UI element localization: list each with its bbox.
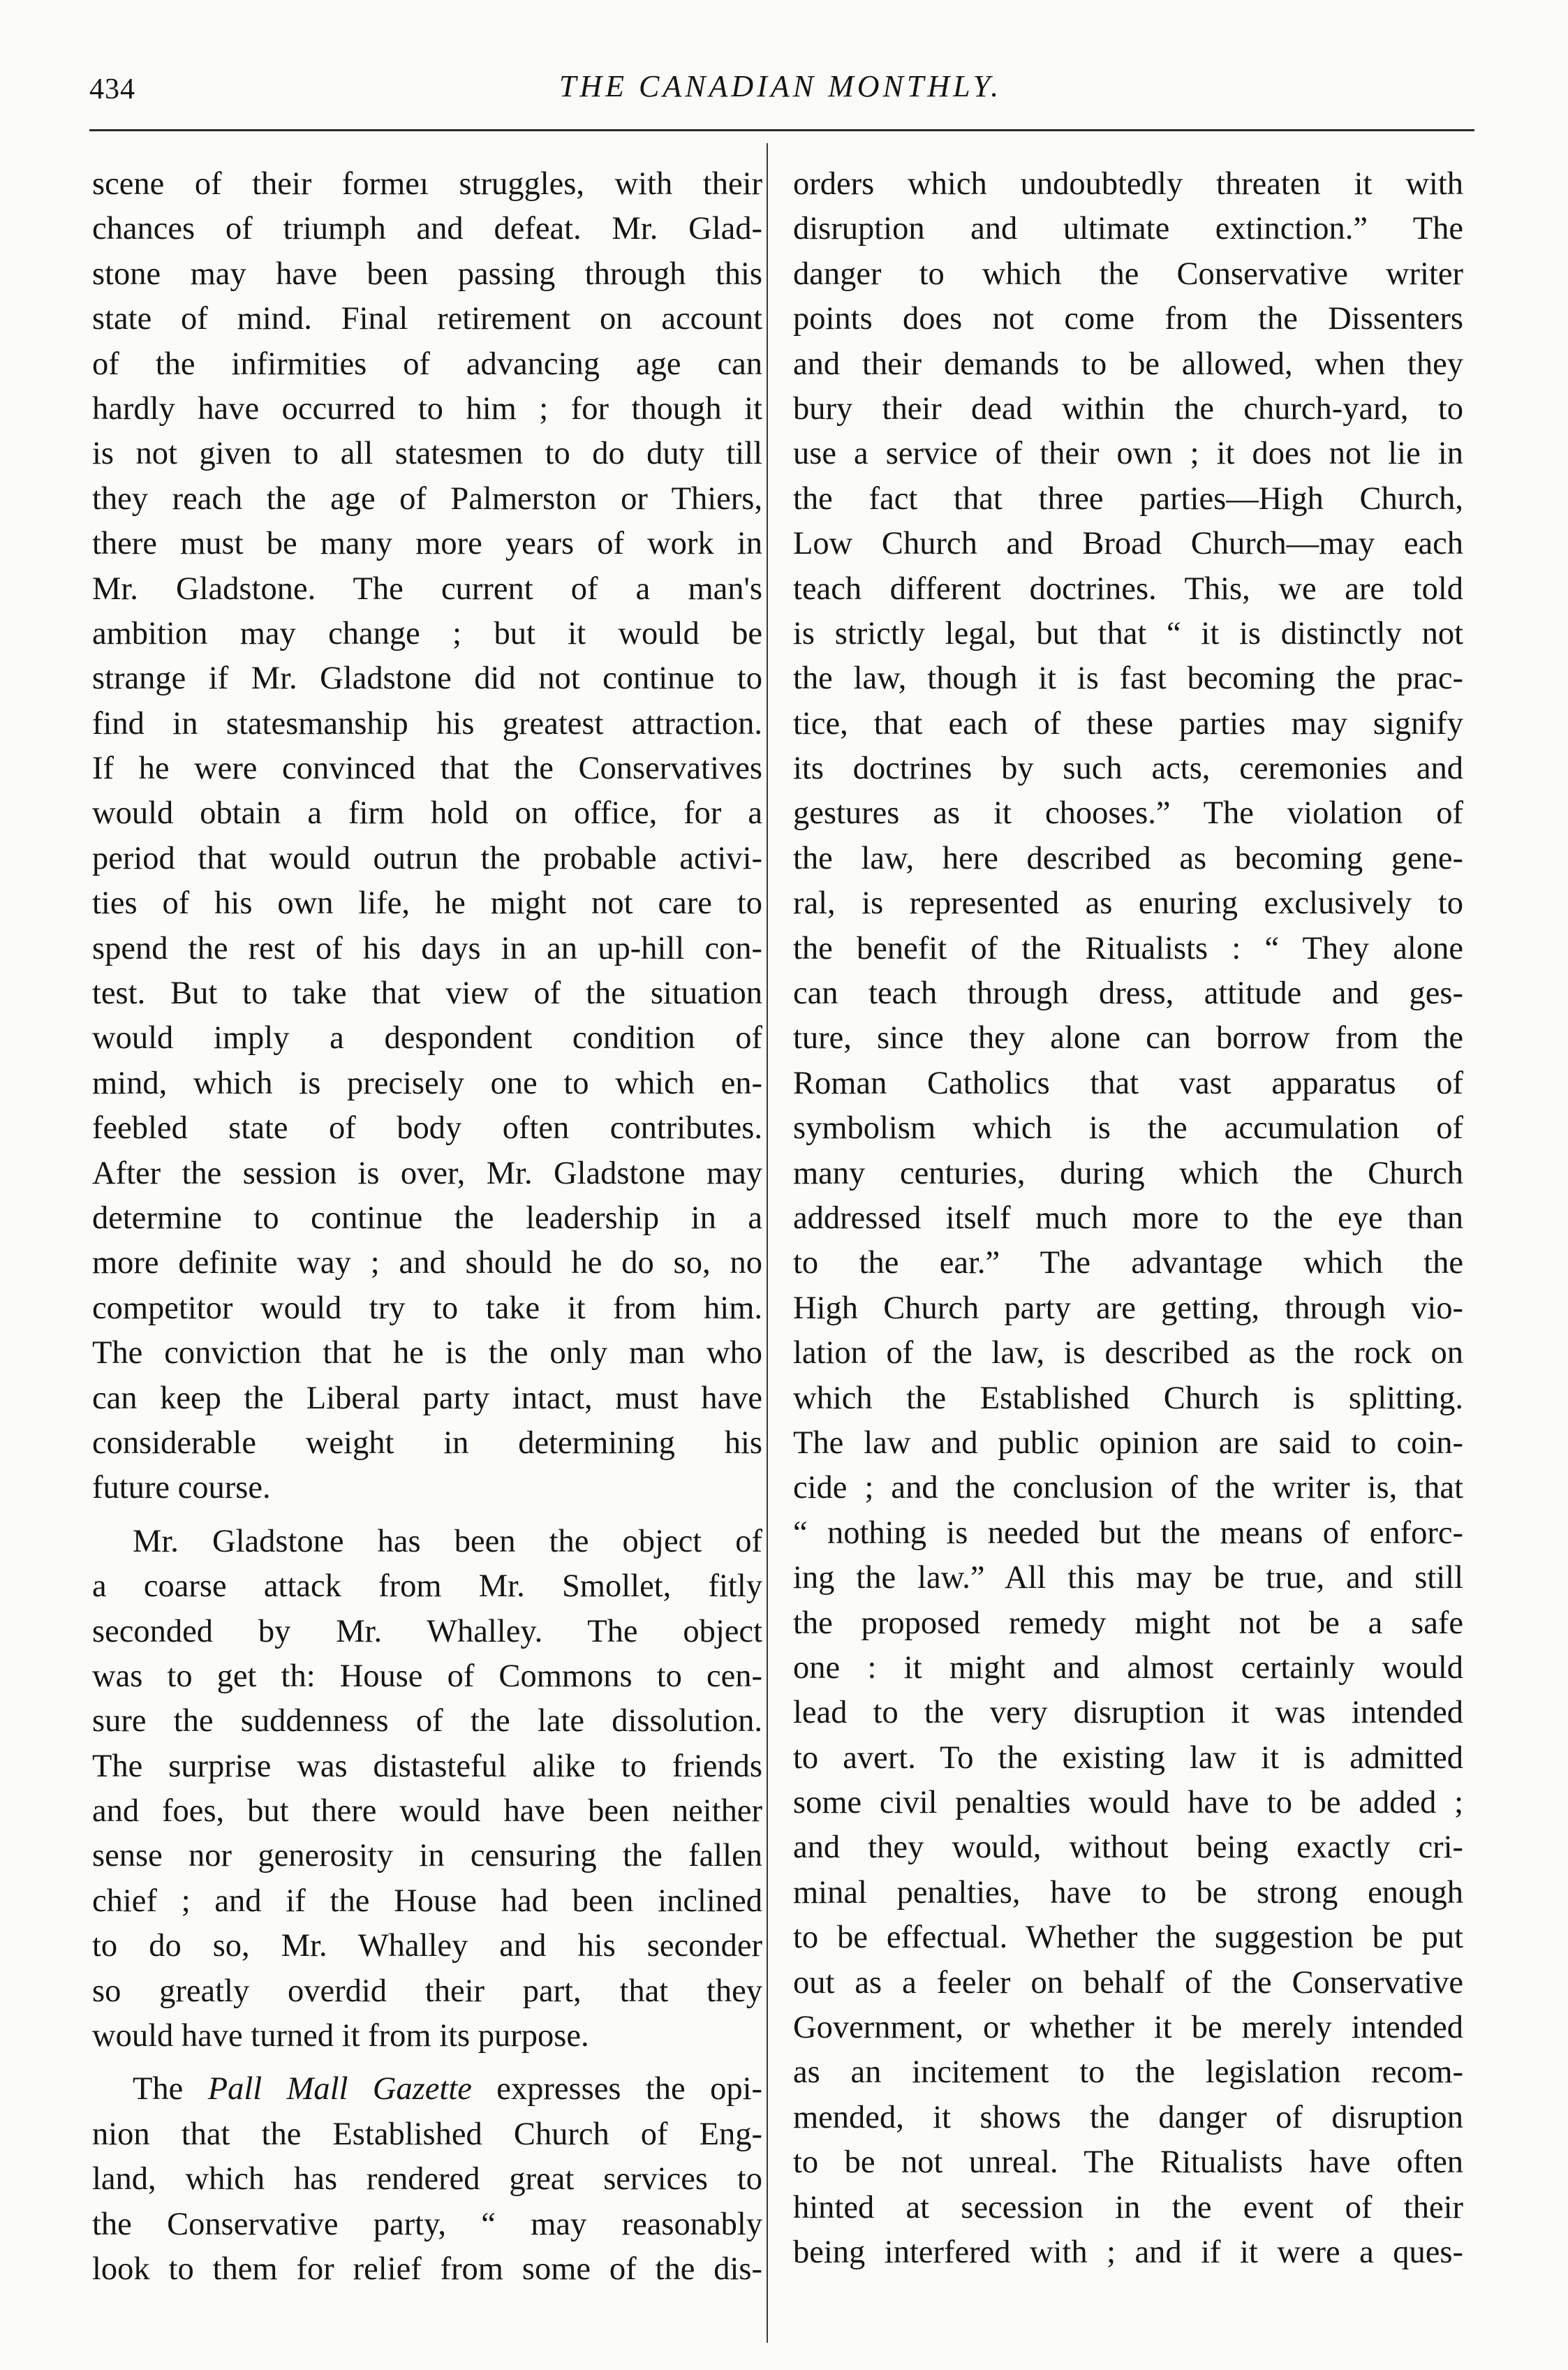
text-line: Government, or whether it be merely intended: [793, 2010, 1463, 2046]
paragraph-smollet-attack: [92, 1519, 762, 2059]
text-line: they reach the age of Palmerston or Thiers,: [92, 480, 762, 517]
text-line: the Conservative party, “ may reasonably: [92, 2206, 762, 2242]
text-line: points does not come from the Dissenters: [793, 301, 1463, 337]
text-line: ral, is represented as enuring exclusively to: [793, 885, 1463, 922]
text-line: look to them for relief from some of the dis-: [92, 2251, 762, 2287]
text-line: would have turned it from its purpose.: [92, 2018, 589, 2054]
page-number: 434: [89, 73, 135, 105]
text-line: would obtain a firm hold on office, for a: [92, 795, 762, 832]
text-line: mind, which is precisely one to which en-: [92, 1065, 762, 1101]
text-line: its doctrines by such acts, ceremonies and: [793, 751, 1463, 787]
text-line: chief ; and if the House had been inclined: [92, 1883, 762, 1919]
text-line: considerable weight in determining his: [92, 1425, 762, 1461]
text-line: the law, though it is fast becoming the prac-: [793, 661, 1463, 697]
text-line: was to get th: House of Commons to cen-: [92, 1658, 762, 1694]
text-line: so greatly overdid their part, that they: [92, 1973, 762, 2009]
text-line: can teach through dress, attitude and ges-: [793, 976, 1463, 1012]
publication-title: Pall Mall Gazette: [207, 2071, 472, 2107]
text-line: of the infirmities of advancing age can: [92, 346, 762, 382]
text-line: High Church party are getting, through vio-: [793, 1290, 1463, 1326]
text-line: a coarse attack from Mr. Smollet, fitly: [92, 1568, 762, 1605]
text-line: Mr. Gladstone. The current of a man's: [92, 571, 762, 607]
text-line: and they would, without being exactly cri-: [793, 1830, 1463, 1866]
text-line: gestures as it chooses.” The violation of: [793, 795, 1463, 832]
paragraph-church-disruption: [793, 162, 1463, 2275]
text-line: can keep the Liberal party intact, must have: [92, 1380, 762, 1416]
text-line: the law, here described as becoming gene-: [793, 840, 1463, 876]
text-line: is strictly legal, but that “ it is distinctly not: [793, 615, 1463, 652]
text-line: strange if Mr. Gladstone did not continue to: [92, 661, 762, 697]
text-fragment: The: [133, 2071, 208, 2107]
text-line: seconded by Mr. Whalley. The object: [92, 1613, 762, 1649]
text-line: nion that the Established Church of Eng-: [92, 2116, 762, 2152]
text-line: the proposed remedy might not be a safe: [793, 1605, 1463, 1641]
text-line: [92, 2067, 762, 2112]
text-line: cide ; and the conclusion of the writer is, that: [793, 1470, 1463, 1506]
header-rule: [89, 129, 1474, 131]
text-line: to avert. To the existing law it is admitted: [793, 1739, 1463, 1776]
text-line: out as a feeler on behalf of the Conservative: [793, 1964, 1463, 2001]
paragraph-pall-mall-gazette: [92, 2067, 762, 2292]
running-title: THE CANADIAN MONTHLY.: [559, 69, 1003, 103]
text-line: find in statesmanship his greatest attraction.: [92, 705, 762, 742]
text-line: bury their dead within the church-yard, to: [793, 390, 1463, 427]
text-line: Mr. Gladstone has been the object of: [133, 1523, 762, 1559]
text-line: determine to continue the leadership in a: [92, 1200, 762, 1236]
text-line: “ nothing is needed but the means of enforc-: [793, 1515, 1463, 1551]
text-line: Roman Catholics that vast apparatus of: [793, 1065, 1463, 1101]
text-line: to be not unreal. The Ritualists have often: [793, 2144, 1463, 2181]
text-line: disruption and ultimate extinction.” The: [793, 211, 1463, 247]
text-line: The conviction that he is the only man who: [92, 1335, 762, 1371]
text-line: to do so, Mr. Whalley and his seconder: [92, 1928, 762, 1964]
text-line: Low Church and Broad Church—may each: [793, 526, 1463, 562]
paragraph-gladstone-retirement: [92, 162, 762, 1511]
text-line: competitor would try to take it from him.: [92, 1290, 762, 1326]
text-line: The law and public opinion are said to coin-: [793, 1425, 1463, 1461]
left-column: [92, 162, 762, 2334]
text-line: the fact that three parties—High Church,: [793, 480, 1463, 517]
text-line: sense nor generosity in censuring the fallen: [92, 1838, 762, 1874]
text-line: mended, it shows the danger of disruption: [793, 2099, 1463, 2135]
text-line: test. But to take that view of the situation: [92, 976, 762, 1012]
text-line: is not given to all statesmen to do duty till: [92, 436, 762, 472]
text-line: scene of their formeı struggles, with their: [92, 166, 762, 202]
text-line: tice, that each of these parties may signify: [793, 705, 1463, 742]
text-line: feebled state of body often contributes.: [92, 1110, 762, 1147]
text-line: orders which undoubtedly threaten it with: [793, 166, 1463, 202]
text-line: stone may have been passing through this: [92, 256, 762, 292]
text-line: some civil penalties would have to be added ;: [793, 1785, 1463, 1821]
text-line: ture, since they alone can borrow from the: [793, 1020, 1463, 1057]
text-line: and foes, but there would have been neither: [92, 1793, 762, 1830]
text-line: ambition may change ; but it would be: [92, 615, 762, 652]
text-line: teach different doctrines. This, we are told: [793, 571, 1463, 607]
text-line: period that would outrun the probable activi-: [92, 840, 762, 876]
text-line: to be effectual. Whether the suggestion be put: [793, 1920, 1463, 1956]
text-line: would imply a despondent condition of: [92, 1020, 762, 1057]
text-line: If he were convinced that the Conservatives: [92, 751, 762, 787]
right-column: [793, 162, 1463, 2334]
text-line: more definite way ; and should he do so, no: [92, 1245, 762, 1281]
text-fragment: expresses the opi-: [471, 2071, 762, 2107]
text-line: ing the law.” All this may be true, and still: [793, 1560, 1463, 1596]
text-line: the benefit of the Ritualists : “ They alone: [793, 930, 1463, 966]
text-line: minal penalties, have to be strong enough: [793, 1874, 1463, 1911]
text-line: state of mind. Final retirement on account: [92, 301, 762, 337]
text-line: many centuries, during which the Church: [793, 1155, 1463, 1191]
text-line: being interfered with ; and if it were a ques-: [793, 2234, 1463, 2270]
page-header: [89, 64, 1472, 120]
text-line: land, which has rendered great services to: [92, 2161, 762, 2198]
text-line: use a service of their own ; it does not lie in: [793, 436, 1463, 472]
column-divider: [767, 143, 768, 2343]
text-line: to the ear.” The advantage which the: [793, 1245, 1463, 1281]
text-line: and their demands to be allowed, when they: [793, 346, 1463, 382]
text-line: ties of his own life, he might not care to: [92, 885, 762, 922]
text-line: there must be many more years of work in: [92, 526, 762, 562]
text-line: which the Established Church is splitting.: [793, 1380, 1463, 1416]
text-line: hinted at secession in the event of their: [793, 2189, 1463, 2225]
text-line: as an incitement to the legislation recom-: [793, 2054, 1463, 2091]
text-line: lation of the law, is described as the rock on: [793, 1335, 1463, 1371]
text-line: spend the rest of his days in an up-hill con-: [92, 930, 762, 966]
text-line: After the session is over, Mr. Gladstone may: [92, 1155, 762, 1191]
text-line: chances of triumph and defeat. Mr. Glad-: [92, 211, 762, 247]
text-line: hardly have occurred to him ; for though it: [92, 390, 762, 427]
text-line: lead to the very disruption it was intended: [793, 1695, 1463, 1731]
text-line: addressed itself much more to the eye than: [793, 1200, 1463, 1236]
text-line: symbolism which is the accumulation of: [793, 1110, 1463, 1147]
text-line: danger to which the Conservative writer: [793, 256, 1463, 292]
text-line: sure the suddenness of the late dissolution.: [92, 1703, 762, 1739]
text-line: one : it might and almost certainly would: [793, 1649, 1463, 1686]
text-line: The surprise was distasteful alike to friends: [92, 1748, 762, 1784]
text-line: future course.: [92, 1470, 271, 1506]
